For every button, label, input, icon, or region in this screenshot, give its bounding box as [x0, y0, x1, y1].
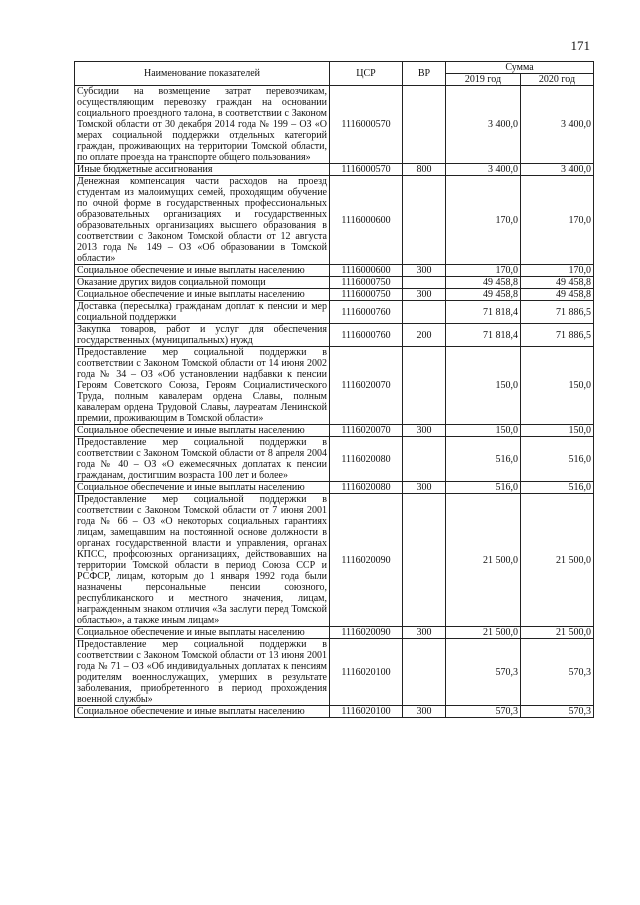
row-2019-cell: 21 500,0	[446, 627, 521, 639]
header-name: Наименование показателей	[75, 62, 330, 86]
row-vr-cell	[403, 639, 446, 706]
row-vr-cell: 200	[403, 324, 446, 347]
row-name-cell: Закупка товаров, работ и услуг для обеспечения государственных (муниципальных) нужд	[75, 324, 330, 347]
row-name-cell: Социальное обеспечение и иные выплаты населению	[75, 265, 330, 277]
row-vr-cell: 300	[403, 706, 446, 718]
row-2020-cell: 49 458,8	[521, 277, 594, 289]
table-row	[75, 86, 594, 164]
row-name-cell: Социальное обеспечение и иные выплаты населению	[75, 627, 330, 639]
row-csr-cell: 1116020100	[330, 706, 403, 718]
row-name-cell: Денежная компенсация части расходов на проезд студентам из малоимущих семей, проходящим обучение по очной форме в государственных профессиональных образовательных организациях и государственных образовательных организациях высшего образования в соответствии с Законом Томской области от 12 августа 2013 года № 149 – ОЗ «Об образовании в Томской области»	[75, 176, 330, 265]
row-csr-cell: 1116000760	[330, 324, 403, 347]
row-name-cell: Социальное обеспечение и иные выплаты населению	[75, 425, 330, 437]
row-vr-cell: 300	[403, 289, 446, 301]
table-row	[75, 627, 594, 639]
row-vr-cell: 300	[403, 425, 446, 437]
row-vr-cell: 300	[403, 627, 446, 639]
row-2019-cell: 49 458,8	[446, 289, 521, 301]
row-csr-cell: 1116020070	[330, 425, 403, 437]
table-row	[75, 437, 594, 482]
row-name-cell: Иные бюджетные ассигнования	[75, 164, 330, 176]
row-name-cell: Предоставление мер социальной поддержки в соответствии с Законом Томской области от 7 июня 2001 года № 66 – ОЗ «О некоторых социальных гарантиях лицам, замещавшим на постоянной основе должности в органах государственной власти и управления, органах КПСС, профсоюзных организациях, действовавших на территории Томской области в период Союза ССР и РСФСР, лицам, которым до 1 января 1992 года были назначены персональные пенсии союзного, республиканского и местного значения, лицам, награжденным знаком отличия «За заслуги перед Томской областью», а также иным лицам»	[75, 494, 330, 627]
row-2019-cell: 170,0	[446, 176, 521, 265]
table-row	[75, 176, 594, 265]
row-vr-cell	[403, 86, 446, 164]
row-vr-cell	[403, 176, 446, 265]
row-2020-cell: 3 400,0	[521, 86, 594, 164]
row-2020-cell: 71 886,5	[521, 324, 594, 347]
row-name-cell: Социальное обеспечение и иные выплаты населению	[75, 482, 330, 494]
table-row	[75, 639, 594, 706]
row-name-cell: Предоставление мер социальной поддержки в соответствии с Законом Томской области от 14 июня 2002 года № 34 – ОЗ «Об установлении надбавки к пенсии Героям Советского Союза, Героям Социалистического Труда, полным кавалерам ордена Славы, полным кавалерам ордена Трудовой Славы, лауреатам Ленинской премии, проживающим в Томской области»	[75, 347, 330, 425]
row-2019-cell: 3 400,0	[446, 164, 521, 176]
row-2020-cell: 516,0	[521, 482, 594, 494]
row-csr-cell: 1116020080	[330, 482, 403, 494]
row-csr-cell: 1116020070	[330, 347, 403, 425]
row-2020-cell: 3 400,0	[521, 164, 594, 176]
row-2019-cell: 516,0	[446, 482, 521, 494]
row-2020-cell: 150,0	[521, 347, 594, 425]
row-2020-cell: 570,3	[521, 706, 594, 718]
row-name-cell: Предоставление мер социальной поддержки в соответствии с Законом Томской области от 8 апреля 2004 года № 40 – ОЗ «О ежемесячных доплатах к пенсии гражданам, достигшим возраста 100 лет и более»	[75, 437, 330, 482]
row-2020-cell: 150,0	[521, 425, 594, 437]
row-2020-cell: 170,0	[521, 265, 594, 277]
table-row	[75, 289, 594, 301]
row-2019-cell: 21 500,0	[446, 494, 521, 627]
table-body	[75, 86, 594, 718]
page-number: 171	[570, 38, 590, 53]
table-row	[75, 494, 594, 627]
row-2020-cell: 21 500,0	[521, 627, 594, 639]
table-row	[75, 706, 594, 718]
row-name-cell: Социальное обеспечение и иные выплаты населению	[75, 706, 330, 718]
row-2020-cell: 570,3	[521, 639, 594, 706]
table-row	[75, 482, 594, 494]
row-csr-cell: 1116000600	[330, 265, 403, 277]
row-2020-cell: 49 458,8	[521, 289, 594, 301]
row-2019-cell: 49 458,8	[446, 277, 521, 289]
table-row	[75, 301, 594, 324]
table-row	[75, 164, 594, 176]
row-csr-cell: 1116000570	[330, 164, 403, 176]
row-2019-cell: 71 818,4	[446, 324, 521, 347]
row-2019-cell: 150,0	[446, 425, 521, 437]
row-name-cell: Социальное обеспечение и иные выплаты населению	[75, 289, 330, 301]
table-row	[75, 277, 594, 289]
row-csr-cell: 1116000600	[330, 176, 403, 265]
row-2019-cell: 3 400,0	[446, 86, 521, 164]
table-row	[75, 425, 594, 437]
row-name-cell: Субсидии на возмещение затрат перевозчикам, осуществляющим перевозку граждан на основании социального проездного талона, в соответствии с Законом Томской области от 30 декабря 2014 года № 199 – ОЗ «О мерах социальной поддержки отдельных категорий граждан, проживающих на территории Томской области, по оплате проезда на транспорте общего пользования»	[75, 86, 330, 164]
row-vr-cell	[403, 494, 446, 627]
row-2019-cell: 570,3	[446, 639, 521, 706]
row-vr-cell: 300	[403, 265, 446, 277]
row-csr-cell: 1116020100	[330, 639, 403, 706]
header-year-2020: 2020 год	[521, 74, 594, 86]
table-row	[75, 265, 594, 277]
row-csr-cell: 1116020090	[330, 494, 403, 627]
row-2020-cell: 21 500,0	[521, 494, 594, 627]
header-year-2019: 2019 год	[446, 74, 521, 86]
row-csr-cell: 1116020080	[330, 437, 403, 482]
row-2019-cell: 150,0	[446, 347, 521, 425]
table-row	[75, 324, 594, 347]
row-csr-cell: 1116000570	[330, 86, 403, 164]
row-vr-cell: 300	[403, 482, 446, 494]
row-2020-cell: 170,0	[521, 176, 594, 265]
row-vr-cell	[403, 347, 446, 425]
row-2019-cell: 170,0	[446, 265, 521, 277]
row-csr-cell: 1116000750	[330, 277, 403, 289]
row-csr-cell: 1116000760	[330, 301, 403, 324]
row-2019-cell: 516,0	[446, 437, 521, 482]
row-csr-cell: 1116000750	[330, 289, 403, 301]
row-name-cell: Предоставление мер социальной поддержки в соответствии с Законом Томской области от 13 июня 2001 года № 71 – ОЗ «Об индивидуальных доплатах к пенсиям родителям военнослужащих, умерших в результате заболевания, приобретенного в период прохождения военной службы»	[75, 639, 330, 706]
header-vr: ВР	[403, 62, 446, 86]
row-name-cell: Оказание других видов социальной помощи	[75, 277, 330, 289]
row-vr-cell	[403, 437, 446, 482]
row-vr-cell	[403, 277, 446, 289]
row-2020-cell: 516,0	[521, 437, 594, 482]
row-2019-cell: 570,3	[446, 706, 521, 718]
table-row	[75, 347, 594, 425]
row-2019-cell: 71 818,4	[446, 301, 521, 324]
budget-table	[74, 61, 594, 718]
row-vr-cell	[403, 301, 446, 324]
row-2020-cell: 71 886,5	[521, 301, 594, 324]
header-sum: Сумма	[446, 62, 594, 74]
header-csr: ЦСР	[330, 62, 403, 86]
row-vr-cell: 800	[403, 164, 446, 176]
row-name-cell: Доставка (пересылка) гражданам доплат к пенсии и мер социальной поддержки	[75, 301, 330, 324]
row-csr-cell: 1116020090	[330, 627, 403, 639]
